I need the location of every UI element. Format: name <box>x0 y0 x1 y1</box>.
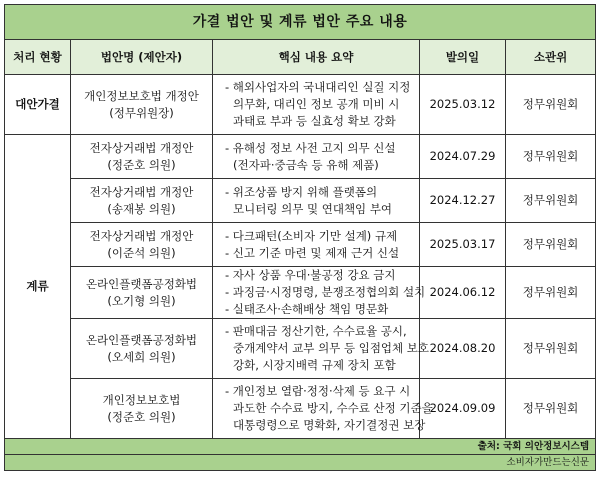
summary-cell <box>213 379 433 439</box>
summary-cell <box>213 267 426 319</box>
date-cell: 2024.08.20 <box>420 319 506 379</box>
table-row <box>5 379 596 439</box>
summary-cell <box>213 135 420 179</box>
header-row <box>5 40 596 75</box>
bill-name: 전자상거래법 개정안 <box>89 228 194 243</box>
bill-proposer: (정준호 의원) <box>107 409 176 424</box>
summary-line: - 개인정보 열람·정정·삭제 등 요구 시 <box>225 384 411 398</box>
date-cell: 2024.12.27 <box>420 179 506 223</box>
summary-line: 과도한 수수료 방지, 수수료 산정 기준을 <box>233 401 433 415</box>
source-row <box>5 439 596 455</box>
table-row <box>5 179 596 223</box>
summary-line: - 과징금·시정명령, 분쟁조정협의회 설치 <box>225 285 426 299</box>
source-text: 출처: 국회 의안정보시스템 <box>5 439 596 455</box>
date-cell: 2025.03.17 <box>420 223 506 267</box>
bill-name: 온라인플랫폼공정화법 <box>85 332 198 347</box>
bill-name: 전자상거래법 개정안 <box>89 140 194 155</box>
bill-cell <box>71 223 213 267</box>
committee-cell: 정무위원회 <box>506 267 596 319</box>
summary-cell <box>213 319 430 379</box>
summary-line: - 유해성 정보 사전 고지 의무 신설 <box>225 140 396 155</box>
summary-line: - 신고 기준 마련 및 제재 근거 신설 <box>225 245 400 260</box>
committee-cell: 정무위원회 <box>506 223 596 267</box>
summary-line: 대통령령으로 명확화, 자기결정권 보장 <box>233 418 426 432</box>
group-pending: 계류 <box>5 135 71 439</box>
bill-proposer: (송재봉 의원) <box>107 201 176 216</box>
table-row <box>5 75 596 135</box>
summary-line: - 해외사업자의 국내대리인 실질 지정 <box>225 80 411 94</box>
bill-cell <box>71 75 213 135</box>
date-cell: 2024.06.12 <box>420 267 506 319</box>
bill-summary-table <box>4 4 596 471</box>
summary-cell <box>213 75 420 135</box>
table-title: 가결 법안 및 계류 법안 주요 내용 <box>5 5 596 40</box>
bill-name: 전자상거래법 개정안 <box>89 184 194 199</box>
header-status: 처리 현황 <box>5 40 71 75</box>
bill-proposer: (정준호 의원) <box>107 157 176 172</box>
summary-cell <box>213 179 420 223</box>
bill-cell <box>71 179 213 223</box>
header-bill: 법안명 (제안자) <box>71 40 213 75</box>
bill-name: 개인정보보호법 <box>102 392 181 407</box>
title-row <box>5 5 596 40</box>
bill-cell <box>71 267 213 319</box>
bill-name: 온라인플랫폼공정화법 <box>85 276 198 291</box>
date-cell: 2024.07.29 <box>420 135 506 179</box>
summary-line: - 실태조사·손해배상 책임 명문화 <box>225 302 389 316</box>
summary-line: 모니터링 의무 및 연대책임 부여 <box>233 201 393 216</box>
summary-line: - 위조상품 방지 위해 플랫폼의 <box>225 184 378 199</box>
summary-line: - 판매대금 정산기한, 수수료율 공시, <box>225 324 407 338</box>
group-passed: 대안가결 <box>5 75 71 135</box>
table-row <box>5 319 596 379</box>
date-cell: 2024.09.09 <box>420 379 506 439</box>
committee-cell: 정무위원회 <box>506 379 596 439</box>
header-date: 발의일 <box>420 40 506 75</box>
committee-cell: 정무위원회 <box>506 75 596 135</box>
summary-cell <box>213 223 420 267</box>
bill-proposer: (정무위원장) <box>109 105 174 120</box>
committee-cell: 정무위원회 <box>506 319 596 379</box>
summary-line: 의무화, 대리인 정보 공개 미비 시 <box>233 97 400 111</box>
bill-cell <box>71 379 213 439</box>
summary-line: 강화, 시장지배력 규제 장치 포함 <box>233 358 396 372</box>
bill-proposer: (이준석 의원) <box>107 245 176 260</box>
header-summary: 핵심 내용 요약 <box>213 40 420 75</box>
table-row <box>5 267 596 319</box>
table-row <box>5 223 596 267</box>
bill-proposer: (오세희 의원) <box>107 349 176 364</box>
summary-line: - 다크패턴(소비자 기만 설계) 규제 <box>225 228 398 243</box>
credit-row <box>5 455 596 471</box>
summary-line: - 자사 상품 우대·불공정 강요 금지 <box>225 268 396 282</box>
summary-line: 과태료 부과 등 실효성 확보 강화 <box>233 114 396 128</box>
bill-proposer: (오기형 의원) <box>107 293 176 308</box>
table-row <box>5 135 596 179</box>
header-committee: 소관위 <box>506 40 596 75</box>
summary-line: 중개계약서 교부 의무 등 입점업체 보호 <box>233 341 430 355</box>
credit-text: 소비자가만드는신문 <box>5 455 596 471</box>
bill-cell <box>71 135 213 179</box>
committee-cell: 정무위원회 <box>506 179 596 223</box>
date-cell: 2025.03.12 <box>420 75 506 135</box>
summary-line: (전자파·중금속 등 유해 제품) <box>233 157 379 172</box>
bill-cell <box>71 319 213 379</box>
bill-name: 개인정보보호법 개정안 <box>84 88 199 103</box>
committee-cell: 정무위원회 <box>506 135 596 179</box>
bill-summary-table-frame <box>4 4 595 489</box>
